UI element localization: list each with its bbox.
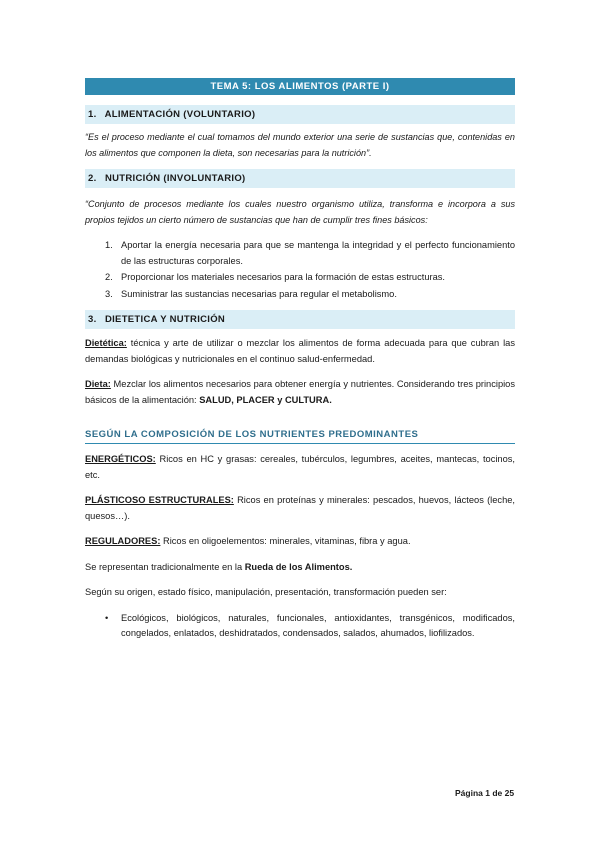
dietetica-text: técnica y arte de utilizar o mezclar los alimentos de forma adecuada para que cubran las demandas biológicas y nutricionales en el continuo salud-enfermedad. [85,338,515,364]
list-item [85,611,515,642]
section-1-heading [85,105,515,124]
section-3-heading [85,310,515,329]
reguladores-text: Ricos en oligoelementos: minerales, vitaminas, fibra y agua. [160,536,411,546]
list-item-text: Aportar la energía necesaria para que se mantenga la integridad y el perfecto funcionamiento de las estructuras corporales. [121,240,515,266]
list-item [85,270,515,286]
energeticos-paragraph [85,452,515,483]
rueda-name: Rueda de los Alimentos. [244,561,353,572]
list-item-number: 2. [105,272,113,282]
list-item [85,287,515,303]
list-item-text: Proporcionar los materiales necesarios para la formación de estas estructuras. [121,272,445,282]
nutrition-purposes-list [85,238,515,302]
plasticos-paragraph [85,493,515,524]
subsection-heading: SEGÚN LA COMPOSICIÓN DE LOS NUTRIENTES PREDOMINANTES [85,428,515,444]
dietetica-label: Dietética: [85,338,127,348]
list-item-text: Ecológicos, biológicos, naturales, funcionales, antioxidantes, transgénicos, modificados, congelados, enlatados, deshidratados, condensados, salados, ahumados, liofilizados. [121,612,515,638]
list-item-number: 1. [105,240,113,250]
page-number: Página 1 de 25 [455,788,515,798]
list-item [85,238,515,269]
reguladores-label: REGULADORES: [85,536,161,546]
reguladores-paragraph [85,534,515,550]
dieta-definition [85,377,515,408]
list-item-text: Suministrar las sustancias necesarias para regular el metabolismo. [121,288,397,299]
page-content [85,78,515,642]
section-2-quote: “Conjunto de procesos mediante los cuales nuestro organismo utiliza, transforma e incorpora a sus propios tejidos un cierto número de sustancias que han de cumplir tres fines básicos: [85,199,515,225]
energeticos-label: ENERGÉTICOS: [85,454,156,464]
plasticos-label: PLÁSTICOSO ESTRUCTURALES: [85,495,234,505]
section-1-quote: “Es el proceso mediante el cual tomamos del mundo exterior una serie de sustancias que, contenidas en los alimentos que componen la dieta, son necesarias para la nutrición”. [85,132,515,158]
origen-paragraph: Según su origen, estado físico, manipulación, presentación, transformación pueden ser: [85,587,447,597]
dieta-label: Dieta: [85,379,111,389]
section-1-title: ALIMENTACIÓN (VOLUNTARIO) [104,109,256,120]
section-2-heading [85,169,515,188]
section-3-title: DIETETICA Y NUTRICIÓN [104,314,226,325]
section-3-number: 3. [88,314,97,325]
section-2-title: NUTRICIÓN (INVOLUNTARIO) [104,173,246,184]
bullet-icon: • [105,612,109,623]
list-item-number: 3. [105,288,113,299]
food-types-list [85,611,515,642]
dietetica-definition [85,336,515,367]
rueda-paragraph [85,560,515,576]
dieta-text: Mezclar los alimentos necesarios para obtener energía y nutrientes. Considerando tres principios básicos de la alimentación: [85,379,515,405]
section-1-number: 1. [88,109,97,120]
dieta-principles: SALUD, PLACER y CULTURA. [199,394,332,405]
section-2-number: 2. [88,173,97,184]
plasticos-text: Ricos en proteínas y minerales: pescados, huevos, lácteos (leche, quesos…). [85,495,515,521]
document-title: TEMA 5: LOS ALIMENTOS (PARTE I) [85,78,515,95]
energeticos-text: Ricos en HC y grasas: cereales, tubérculos, legumbres, aceites, mantecas, tocinos, etc. [85,454,515,480]
rueda-text: Se representan tradicionalmente en la [85,561,245,572]
